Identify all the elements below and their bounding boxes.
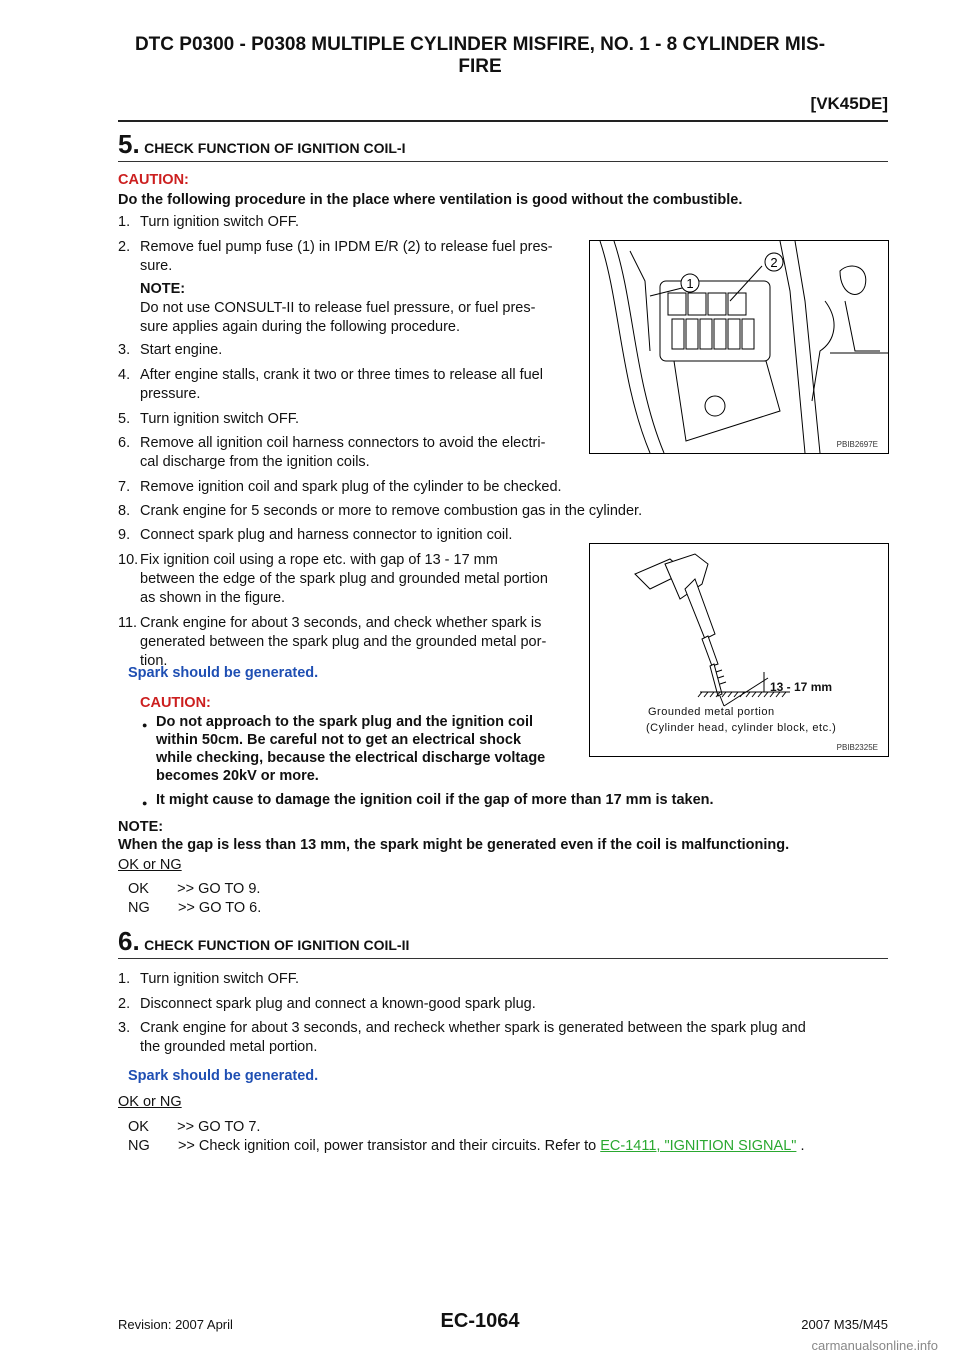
step-number: 5. bbox=[118, 411, 131, 427]
caution-label: CAUTION: bbox=[118, 172, 189, 188]
figure-ipdm bbox=[589, 240, 889, 454]
step-number: 4. bbox=[118, 367, 131, 383]
step-number: 3. bbox=[118, 1020, 131, 1036]
note-label: NOTE: bbox=[140, 281, 186, 297]
callout-1: 1 bbox=[686, 276, 694, 291]
step-number: 11. bbox=[118, 615, 138, 631]
step-text: Connect spark plug and harness connector to ignition coil. bbox=[140, 527, 513, 543]
okng-label: OK or NG bbox=[118, 857, 182, 873]
step-number: 1. bbox=[118, 214, 131, 230]
step-text: Disconnect spark plug and connect a known-good spark plug. bbox=[140, 996, 536, 1012]
figure-id: PBIB2697E bbox=[836, 440, 878, 449]
section-5-heading bbox=[118, 129, 405, 160]
note-line: Do not use CONSULT-II to release fuel pressure, or fuel pres- bbox=[140, 300, 536, 316]
step-text-cont: the grounded metal portion. bbox=[140, 1039, 318, 1055]
section-6-heading bbox=[118, 926, 409, 957]
step-number: 1. bbox=[118, 971, 131, 987]
step-text-cont: cal discharge from the ignition coils. bbox=[140, 454, 370, 470]
model-code: [VK45DE] bbox=[810, 94, 888, 113]
ng-suffix: . bbox=[796, 1138, 805, 1154]
expected-result: Spark should be generated. bbox=[128, 1068, 319, 1084]
section-5-title: CHECK FUNCTION OF IGNITION COIL-I bbox=[144, 140, 406, 156]
step-text: Turn ignition switch OFF. bbox=[140, 411, 300, 427]
section-6-number: 6. bbox=[118, 926, 140, 956]
step-text-cont: tion. bbox=[140, 653, 168, 669]
step-number: 9. bbox=[118, 527, 131, 543]
step-text: Remove fuel pump fuse (1) in IPDM E/R (2) to release fuel pres- bbox=[140, 239, 553, 255]
step-text-cont: sure. bbox=[140, 258, 173, 274]
step-text: Turn ignition switch OFF. bbox=[140, 971, 300, 987]
expected-result: Spark should be generated. bbox=[128, 665, 319, 681]
step-text: After engine stalls, crank it two or three times to release all fuel bbox=[140, 367, 543, 383]
page-number: EC-1064 bbox=[440, 1310, 520, 1332]
step-text: Fix ignition coil using a rope etc. with gap of 13 - 17 mm bbox=[140, 552, 498, 568]
step-text: Crank engine for 5 seconds or more to remove combustion gas in the cylinder. bbox=[140, 503, 643, 519]
step-text: Remove ignition coil and spark plug of the cylinder to be checked. bbox=[140, 479, 562, 495]
caution-bullet-line: while checking, because the electrical discharge voltage bbox=[156, 750, 546, 766]
ng-line bbox=[128, 1137, 804, 1155]
vehicle-model: 2007 M35/M45 bbox=[801, 1317, 888, 1332]
caution-bullet-line: ● Do not approach to the spark plug and the ignition coil bbox=[156, 713, 576, 731]
step-text: Crank engine for about 3 seconds, and recheck whether spark is generated between the spark plug and bbox=[140, 1020, 806, 1036]
note2-text: When the gap is less than 13 mm, the spark might be generated even if the coil is malfunctioning. bbox=[118, 837, 790, 853]
step-number: 7. bbox=[118, 479, 131, 495]
step-text: Remove all ignition coil harness connectors to avoid the electri- bbox=[140, 435, 546, 451]
step-number: 2. bbox=[118, 996, 131, 1012]
section-6-title: CHECK FUNCTION OF IGNITION COIL-II bbox=[144, 937, 410, 953]
gap-label: 13 - 17 mm bbox=[770, 680, 833, 694]
ng-line: NG >> GO TO 6. bbox=[128, 900, 262, 916]
step-text: Start engine. bbox=[140, 342, 223, 358]
caution-bullet-line: becomes 20kV or more. bbox=[156, 768, 319, 784]
note-line: sure applies again during the following procedure. bbox=[140, 319, 461, 335]
section-5-number: 5. bbox=[118, 129, 140, 159]
step-text: Crank engine for about 3 seconds, and check whether spark is bbox=[140, 615, 542, 631]
ok-line: OK >> GO TO 9. bbox=[128, 881, 261, 897]
caution-bullet-1 bbox=[156, 713, 576, 785]
ignition-signal-link[interactable]: EC-1411, "IGNITION SIGNAL" bbox=[600, 1138, 797, 1154]
grounded-sublabel: (Cylinder head, cylinder block, etc.) bbox=[646, 722, 837, 734]
ng-text: NG >> Check ignition coil, power transistor and their circuits. Refer to bbox=[128, 1138, 601, 1154]
section-5-rule bbox=[118, 161, 888, 162]
step-text-cont: between the edge of the spark plug and grounded metal portion bbox=[140, 571, 548, 587]
page-title-line2: FIRE bbox=[458, 56, 502, 77]
figure-id: PBIB2325E bbox=[836, 743, 878, 752]
caution-text: Do the following procedure in the place where ventilation is good without the combustible. bbox=[118, 192, 743, 208]
grounded-label: Grounded metal portion bbox=[648, 706, 775, 718]
step-text: Turn ignition switch OFF. bbox=[140, 214, 300, 230]
step-text-cont: generated between the spark plug and the grounded metal por- bbox=[140, 634, 547, 650]
caution-bullet-line: within 50cm. Be careful not to get an electrical shock bbox=[156, 732, 522, 748]
step-number: 10. bbox=[118, 552, 139, 568]
revision: Revision: 2007 April bbox=[118, 1317, 233, 1332]
step-number: 8. bbox=[118, 503, 131, 519]
header-rule bbox=[118, 120, 888, 122]
watermark: carmanualsonline.info bbox=[811, 1338, 938, 1353]
section-6-rule bbox=[118, 958, 888, 959]
step-text-cont: pressure. bbox=[140, 386, 201, 402]
caution-bullet-2: ● It might cause to damage the ignition coil if the gap of more than 17 mm is taken. bbox=[156, 791, 714, 809]
ipdm-illustration-icon bbox=[590, 241, 888, 453]
callout-2: 2 bbox=[770, 255, 778, 270]
note2-label: NOTE: bbox=[118, 819, 164, 835]
step-number: 3. bbox=[118, 342, 131, 358]
step-text-cont: as shown in the figure. bbox=[140, 590, 286, 606]
step-number: 2. bbox=[118, 239, 131, 255]
caution2-label: CAUTION: bbox=[140, 695, 211, 711]
step-number: 6. bbox=[118, 435, 131, 451]
page-title-line1: DTC P0300 - P0308 MULTIPLE CYLINDER MISFIRE, NO. 1 - 8 CYLINDER MIS- bbox=[134, 34, 826, 55]
okng-label: OK or NG bbox=[118, 1094, 182, 1110]
figure-gap bbox=[589, 543, 889, 757]
ok-line: OK >> GO TO 7. bbox=[128, 1119, 261, 1135]
